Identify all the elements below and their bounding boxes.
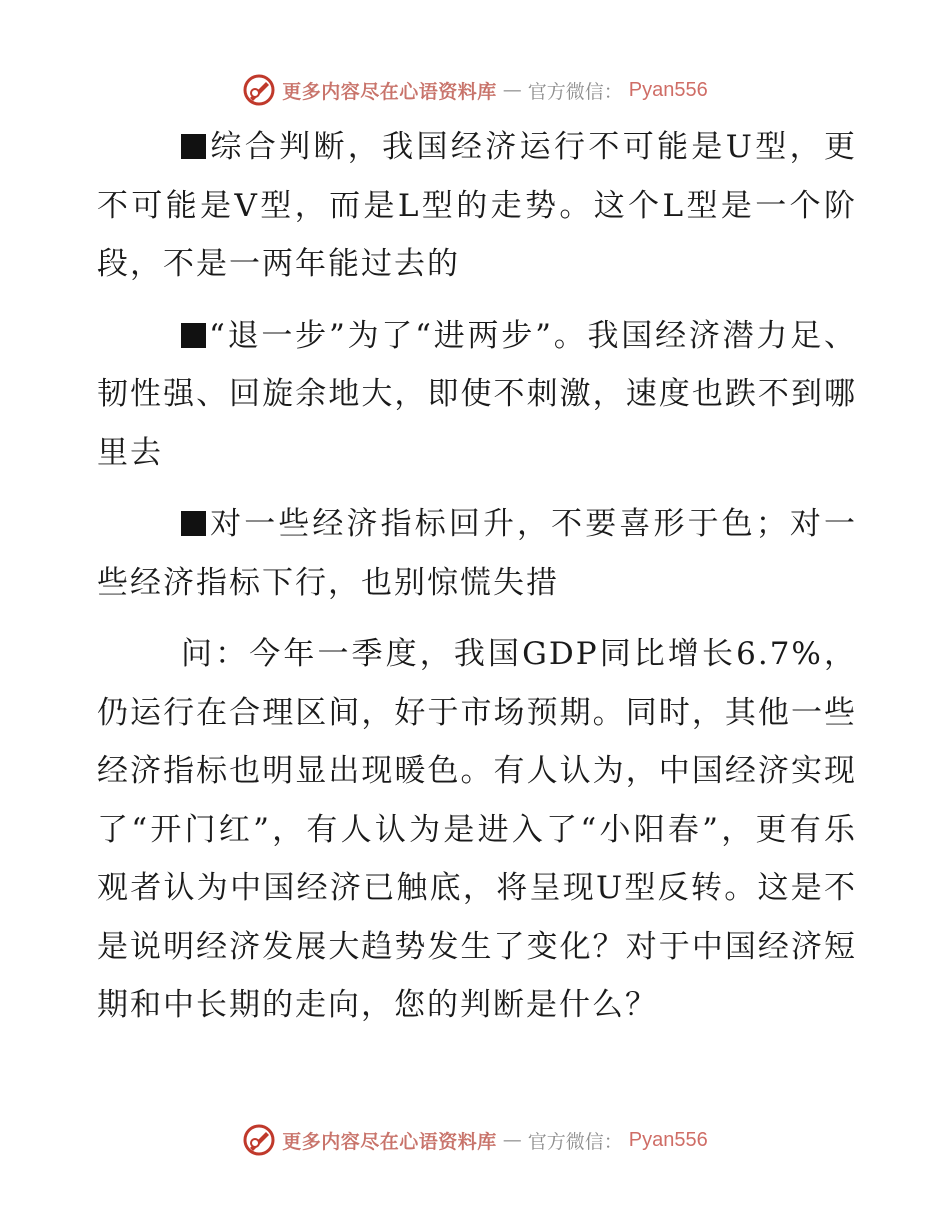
footer-watermark-banner — [0, 1120, 950, 1160]
article-body — [97, 118, 857, 1048]
header-wechat-handle: Pyan556 — [628, 78, 708, 101]
bullet-square-icon — [181, 511, 206, 536]
paragraph-text: “退一步”为了“进两步”。我国经济潜力足、韧性强、回旋余地大，即使不刺激，速度也跌不到哪里去 — [97, 317, 857, 471]
footer-dash: — — [502, 1129, 522, 1151]
paragraph-3 — [97, 495, 857, 612]
header-dash: — — [502, 79, 522, 101]
header-watermark-banner — [0, 70, 950, 110]
header-slogan: 更多内容尽在心语资料库 — [282, 80, 497, 103]
paragraph-4 — [97, 625, 857, 1035]
paragraph-1 — [97, 118, 857, 294]
paragraph-2 — [97, 307, 857, 483]
paragraph-text: 问：今年一季度，我国GDP同比增长6.7%，仍运行在合理区间，好于市场预期。同时，其他一些经济指标也明显出现暖色。有人认为，中国经济实现了“开门红”，有人认为是进入了“小阳春”，更有乐观者认为中国经济已触底，将呈现U型反转。这是不是说明经济发展大趋势发生了变化？对于中国经济短期和中长期的走向，您的判断是什么？ — [97, 636, 857, 1023]
bullet-square-icon — [181, 323, 206, 348]
paragraph-text: 对一些经济指标回升，不要喜形于色；对一些经济指标下行，也别惊慌失措 — [97, 506, 857, 601]
bullet-square-icon — [181, 134, 206, 159]
footer-official-label: 官方微信： — [527, 1130, 623, 1153]
brand-logo-icon — [242, 73, 276, 107]
header-official-label: 官方微信： — [527, 80, 623, 103]
brand-logo-icon — [242, 1123, 276, 1157]
footer-wechat-handle: Pyan556 — [628, 1128, 708, 1151]
footer-slogan: 更多内容尽在心语资料库 — [282, 1130, 497, 1153]
paragraph-text: 综合判断，我国经济运行不可能是U型，更不可能是V型，而是L型的走势。这个L型是一个阶段，不是一两年能过去的 — [97, 129, 857, 282]
